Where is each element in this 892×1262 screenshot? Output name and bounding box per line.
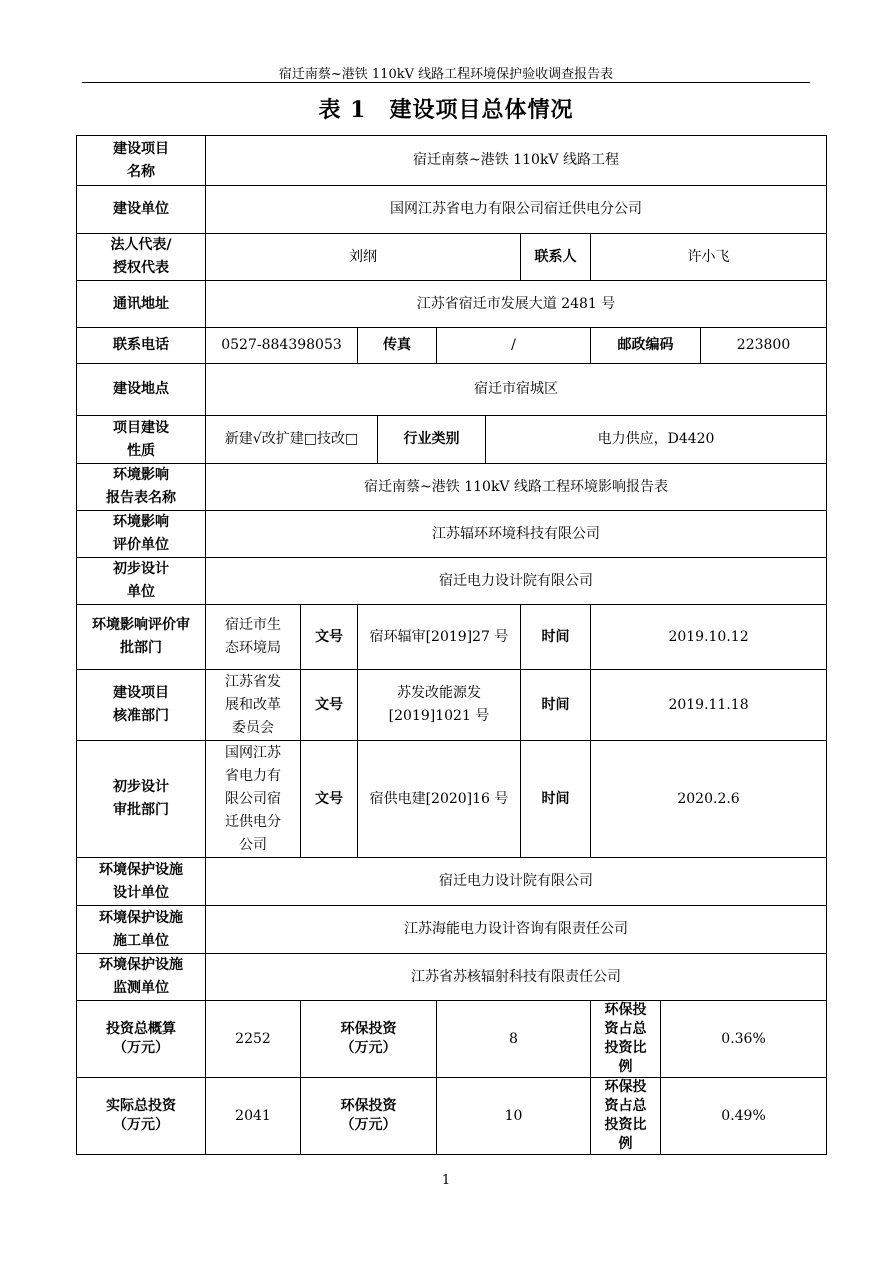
value-phone: 0527-884398053 [206,328,358,364]
table-row [77,328,827,364]
table-row [77,1001,827,1078]
value-time: 2020.2.6 [591,741,827,858]
table-row [77,364,827,416]
label-doc-no: 文号 [301,670,358,741]
value-doc-no: 宿供电建[2020]16 号 [358,741,521,858]
table-row [77,741,827,858]
page-number: 1 [441,1173,451,1188]
value-prelim-design: 宿迁电力设计院有限公司 [206,558,827,605]
label-nature: 项目建设 性质 [77,416,206,464]
label-invest-est: 投资总概算 （万元） [77,1001,206,1078]
value-contact: 许小飞 [591,234,827,281]
value-eia-approval-dept: 宿迁市生 态环境局 [206,605,301,670]
label-fax: 传真 [358,328,437,364]
label-invest-actual: 实际总投资 （万元） [77,1078,206,1155]
value-builder: 国网江苏省电力有限公司宿迁供电分公司 [206,186,827,234]
label-time: 时间 [521,605,591,670]
label-project-name: 建设项目 名称 [77,136,206,186]
label-eia-unit: 环境影响 评价单位 [77,511,206,558]
table-row [77,511,827,558]
value-env-ratio: 0.49% [661,1078,827,1155]
value-legal-rep: 刘纲 [206,234,521,281]
label-time: 时间 [521,670,591,741]
label-env-invest: 环保投资 （万元） [301,1001,437,1078]
running-header: 宿迁南蔡~港铁 110kV 线路工程环境保护验收调查报告表 [278,67,614,82]
value-doc-no: 宿环辐审[2019]27 号 [358,605,521,670]
page-title: 表 1 建设项目总体情况 [318,97,574,123]
header-divider [82,82,810,83]
value-env-ratio: 0.36% [661,1001,827,1078]
table-row [77,464,827,511]
value-doc-no: 苏发改能源发[2019]1021 号 [358,670,521,741]
value-project-approval-dept: 江苏省发 展和改革 委员会 [206,670,301,741]
table-row [77,234,827,281]
label-env-construct: 环境保护设施 施工单位 [77,906,206,954]
value-env-design: 宿迁电力设计院有限公司 [206,858,827,906]
label-builder: 建设单位 [77,186,206,234]
label-eia-approval: 环境影响评价审 批部门 [77,605,206,670]
label-env-invest: 环保投资 （万元） [301,1078,437,1155]
table-row [77,605,827,670]
label-eia-report: 环境影响 报告表名称 [77,464,206,511]
value-invest-est: 2252 [206,1001,301,1078]
label-env-ratio: 环保投 资占总 投资比 例 [591,1001,661,1078]
table-row [77,954,827,1001]
label-address: 通讯地址 [77,281,206,328]
value-eia-report: 宿迁南蔡~港铁 110kV 线路工程环境影响报告表 [206,464,827,511]
table-row [77,906,827,954]
label-contact: 联系人 [521,234,591,281]
label-env-design: 环境保护设施 设计单位 [77,858,206,906]
table-row [77,281,827,328]
value-env-monitor: 江苏省苏核辐射科技有限责任公司 [206,954,827,1001]
label-doc-no: 文号 [301,741,358,858]
label-location: 建设地点 [77,364,206,416]
value-env-invest: 8 [437,1001,591,1078]
value-env-construct: 江苏海能电力设计咨询有限责任公司 [206,906,827,954]
value-address: 江苏省宿迁市发展大道 2481 号 [206,281,827,328]
value-fax: / [437,328,591,364]
value-nature: 新建√改扩建□技改□ [206,416,378,464]
value-time: 2019.11.18 [591,670,827,741]
value-zip: 223800 [701,328,827,364]
value-location: 宿迁市宿城区 [206,364,827,416]
label-design-approval: 初步设计 审批部门 [77,741,206,858]
table-row [77,186,827,234]
value-eia-unit: 江苏辐环环境科技有限公司 [206,511,827,558]
value-invest-actual: 2041 [206,1078,301,1155]
label-industry: 行业类别 [378,416,486,464]
label-env-ratio: 环保投 资占总 投资比 例 [591,1078,661,1155]
table-row [77,416,827,464]
table-row [77,136,827,186]
value-industry: 电力供应，D4420 [486,416,827,464]
table-row [77,1078,827,1155]
label-prelim-design: 初步设计 单位 [77,558,206,605]
table-row [77,558,827,605]
table-row [77,858,827,906]
label-doc-no: 文号 [301,605,358,670]
value-env-invest: 10 [437,1078,591,1155]
table-row [77,670,827,741]
value-time: 2019.10.12 [591,605,827,670]
value-project-name: 宿迁南蔡~港铁 110kV 线路工程 [206,136,827,186]
label-legal-rep: 法人代表/ 授权代表 [77,234,206,281]
project-overview-table [76,135,827,1155]
label-env-monitor: 环境保护设施 监测单位 [77,954,206,1001]
label-project-approval: 建设项目 核准部门 [77,670,206,741]
label-zip: 邮政编码 [591,328,701,364]
label-phone: 联系电话 [77,328,206,364]
value-design-approval-dept: 国网江苏 省电力有 限公司宿 迁供电分 公司 [206,741,301,858]
label-time: 时间 [521,741,591,858]
